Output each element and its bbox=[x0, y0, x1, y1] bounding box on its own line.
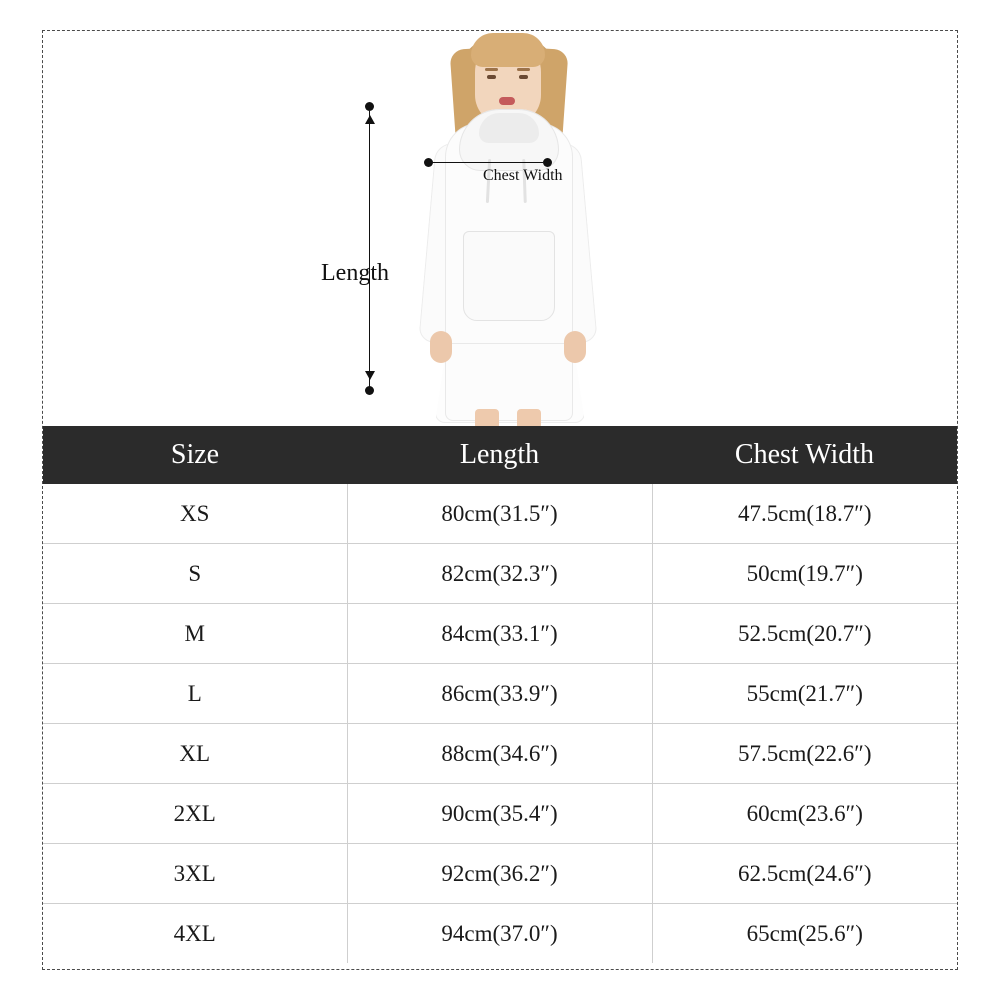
header-length: Length bbox=[347, 426, 652, 484]
length-top-dot bbox=[365, 102, 374, 111]
cell-size: 2XL bbox=[43, 784, 347, 844]
table-row bbox=[43, 604, 957, 664]
header-size: Size bbox=[43, 426, 347, 484]
cell-length: 94cm(37.0″) bbox=[347, 904, 652, 964]
cell-chest: 55cm(21.7″) bbox=[652, 664, 957, 724]
table-row bbox=[43, 664, 957, 724]
hand-left bbox=[430, 331, 452, 363]
cell-length: 80cm(31.5″) bbox=[347, 484, 652, 544]
length-bottom-dot bbox=[365, 386, 374, 395]
kangaroo-pocket bbox=[463, 231, 555, 321]
header-chest-width: Chest Width bbox=[652, 426, 957, 484]
table-row bbox=[43, 784, 957, 844]
hand-right bbox=[564, 331, 586, 363]
table-row bbox=[43, 484, 957, 544]
cell-size: M bbox=[43, 604, 347, 664]
cell-chest: 60cm(23.6″) bbox=[652, 784, 957, 844]
cell-length: 88cm(34.6″) bbox=[347, 724, 652, 784]
model-figure bbox=[383, 31, 633, 426]
cell-length: 86cm(33.9″) bbox=[347, 664, 652, 724]
size-table-wrapper bbox=[43, 426, 957, 963]
cell-length: 84cm(33.1″) bbox=[347, 604, 652, 664]
size-table-body bbox=[43, 484, 957, 963]
size-table-head bbox=[43, 426, 957, 484]
leg-left bbox=[475, 409, 499, 426]
lips bbox=[499, 97, 515, 105]
cell-chest: 65cm(25.6″) bbox=[652, 904, 957, 964]
hood-opening bbox=[479, 113, 539, 143]
header-row bbox=[43, 426, 957, 484]
cell-chest: 50cm(19.7″) bbox=[652, 544, 957, 604]
hair-fringe bbox=[471, 33, 545, 67]
cell-size: 3XL bbox=[43, 844, 347, 904]
cell-length: 82cm(32.3″) bbox=[347, 544, 652, 604]
eyebrow-right bbox=[517, 68, 530, 71]
chest-right-dot bbox=[543, 158, 552, 167]
cell-size: S bbox=[43, 544, 347, 604]
chest-measure-line bbox=[429, 162, 543, 163]
length-label: Length bbox=[321, 260, 389, 286]
length-arrow-down bbox=[365, 371, 375, 380]
length-measure-line bbox=[369, 111, 370, 388]
length-arrow-up bbox=[365, 115, 375, 124]
cell-length: 90cm(35.4″) bbox=[347, 784, 652, 844]
table-row bbox=[43, 724, 957, 784]
hem-line bbox=[445, 343, 573, 344]
table-row bbox=[43, 844, 957, 904]
eye-right bbox=[519, 75, 528, 79]
cell-chest: 62.5cm(24.6″) bbox=[652, 844, 957, 904]
eyebrow-left bbox=[485, 68, 498, 71]
size-table bbox=[43, 426, 957, 963]
eye-left bbox=[487, 75, 496, 79]
cell-size: XS bbox=[43, 484, 347, 544]
cell-chest: 47.5cm(18.7″) bbox=[652, 484, 957, 544]
cell-length: 92cm(36.2″) bbox=[347, 844, 652, 904]
leg-right bbox=[517, 409, 541, 426]
chest-width-label: Chest Width bbox=[483, 167, 563, 184]
table-row bbox=[43, 904, 957, 964]
cell-chest: 57.5cm(22.6″) bbox=[652, 724, 957, 784]
cell-size: L bbox=[43, 664, 347, 724]
cell-size: 4XL bbox=[43, 904, 347, 964]
table-row bbox=[43, 544, 957, 604]
cell-chest: 52.5cm(20.7″) bbox=[652, 604, 957, 664]
cell-size: XL bbox=[43, 724, 347, 784]
garment-illustration bbox=[43, 31, 957, 426]
